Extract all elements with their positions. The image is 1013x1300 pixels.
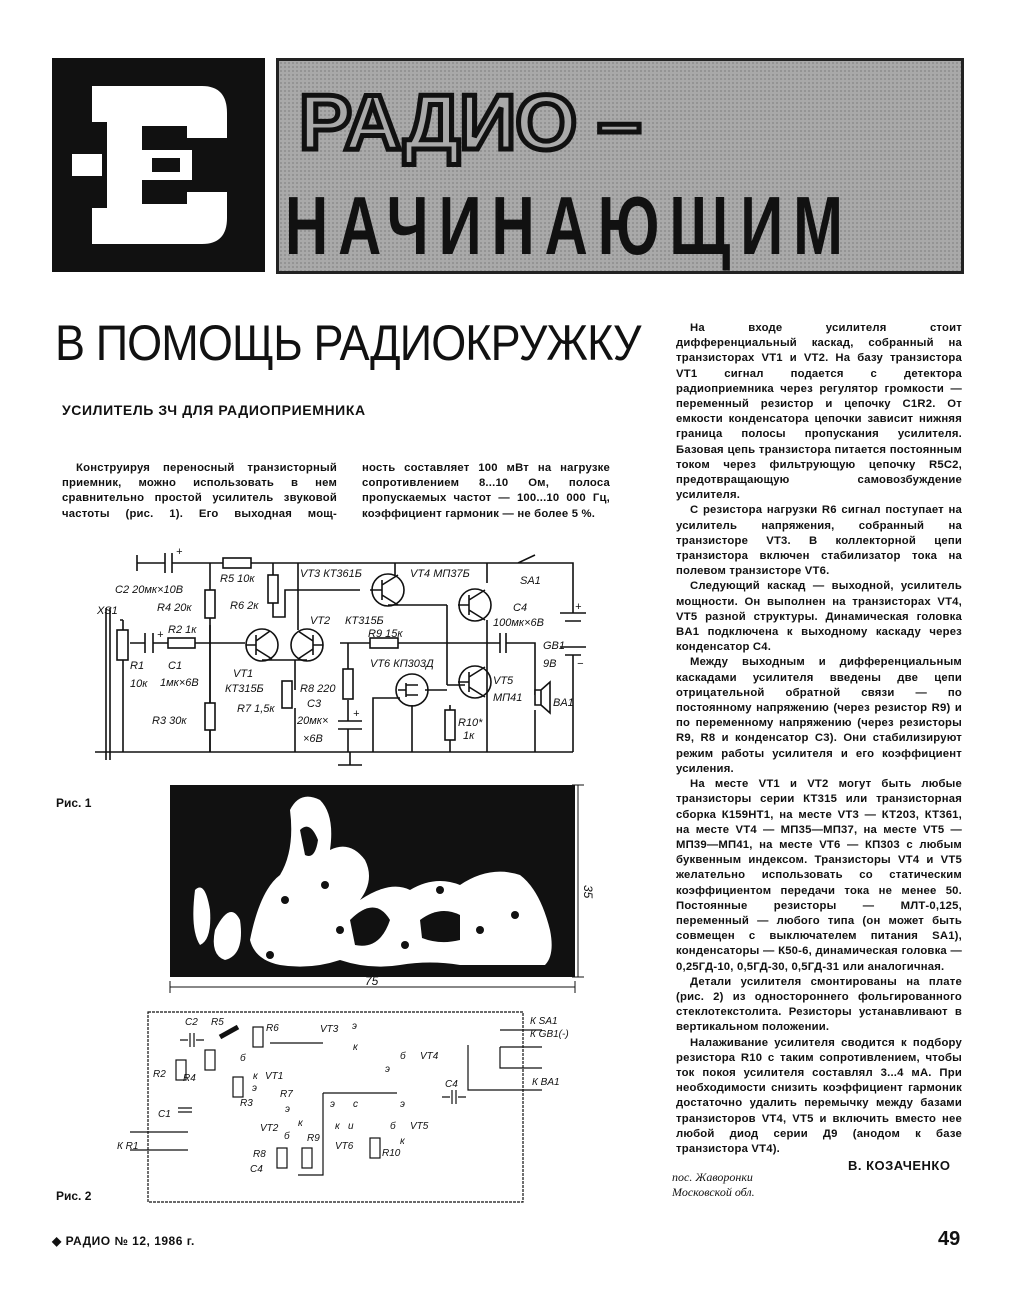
board-label: э — [400, 1099, 405, 1110]
label: VT1 — [233, 668, 254, 680]
intro-text-2: ность составляет 100 мВт на нагрузке сопротивлением 8...10 Ом, полоса пропускаемых частот — 100...10 000 Гц, коэффициент гармоник — не более 5 %. — [362, 462, 610, 520]
board-label: C4 — [445, 1079, 458, 1090]
board-label: R8 — [253, 1149, 266, 1160]
board-label: C1 — [158, 1109, 171, 1120]
board-wires — [130, 1027, 542, 1175]
board-label: C2 — [185, 1017, 198, 1028]
board-label: К SA1 — [530, 1016, 558, 1027]
board-layout — [80, 1005, 640, 1205]
label: XS1 — [97, 605, 118, 617]
label: МП41 — [493, 692, 523, 704]
label: R7 1,5к — [237, 703, 275, 715]
board-label: VT1 — [265, 1071, 284, 1082]
board-label: э — [330, 1099, 335, 1110]
label: R3 30к — [152, 715, 187, 727]
figure-2-caption: Рис. 2 — [56, 1189, 92, 1203]
polarity-mark: + — [157, 629, 164, 641]
label: R10* — [458, 717, 483, 729]
label: 10к — [130, 678, 148, 690]
board-label: э — [352, 1021, 357, 1032]
paragraph: С резистора нагрузки R6 сигнал поступает на усилитель напряжения, собранный на транзисторе VT3. В коллекторной цепи транзистора включен стабилизатор тока на полевом транзисторе VT6. — [676, 504, 962, 578]
board-label: б — [390, 1121, 396, 1132]
board-label: э — [285, 1104, 290, 1115]
pcb-dimension-width: 75 — [365, 974, 379, 988]
board-label: R4 — [183, 1073, 196, 1084]
board-label: к — [253, 1071, 258, 1082]
label: КТ315Б — [225, 683, 264, 695]
board-label: VT5 — [410, 1121, 429, 1132]
label: C1 — [168, 660, 183, 672]
board-label: VT4 — [420, 1051, 439, 1062]
board-label: R6 — [266, 1023, 279, 1034]
label: 9В — [543, 658, 557, 670]
intro-text-1: Конструируя переносный транзисторный приемник, можно использовать в нем сравнительно простой усилитель звуковой частоты (рис. 1). Его выходная мощ- — [62, 462, 337, 520]
rubric-logo — [52, 58, 265, 272]
board-label: VT6 — [335, 1141, 354, 1152]
author-location — [672, 1170, 755, 1200]
circuit-schematic — [80, 545, 640, 775]
board-label: R10 — [382, 1148, 401, 1159]
rubric-title-line1: РАДИО – — [299, 78, 641, 166]
paragraph: Между выходным и дифференциальным каскадами усилителя введены две цепи отрицательной обратной связи — по постоянному напряжению (через резистор R9) и по переменному напряжению (через резисторы R9, R8 и конденсатор C3). Они стабилизируют режим работы усилителя и его коэффициент усиления. — [676, 656, 962, 775]
board-label: R9 — [307, 1133, 320, 1144]
board-label: C4 — [250, 1164, 263, 1175]
label: ×6В — [303, 733, 323, 745]
location-line-2: Московской обл. — [672, 1185, 755, 1199]
rubric-title-box — [276, 58, 964, 274]
location-line-1: пос. Жаворонки — [672, 1170, 753, 1184]
board-label: к — [353, 1042, 358, 1053]
label: R2 1к — [168, 624, 197, 636]
board-outline — [148, 1012, 523, 1202]
board-label: R2 — [153, 1069, 166, 1080]
board-label: К BA1 — [532, 1077, 560, 1088]
label: SA1 — [520, 575, 541, 587]
label: GB1 — [543, 640, 566, 652]
polarity-mark: − — [577, 658, 584, 670]
board-label: R3 — [240, 1098, 253, 1109]
intro-column-2 — [362, 461, 610, 522]
board-label: б — [240, 1053, 246, 1064]
board-label: с — [353, 1099, 358, 1110]
label: R4 20к — [157, 602, 192, 614]
label: VT6 КП303Д — [370, 658, 434, 670]
label: 20мк× — [297, 715, 329, 727]
paragraph: На месте VT1 и VT2 могут быть любые транзисторы серии КТ315 или транзисторная сборка К159НТ1, на месте VT3 — КТ203, КТ361, на месте VT4 — МП35—МП37, на месте VT5 — МП39—МП41, на месте VT6 — КП303 с любым буквенным индексом. Транзисторы VT4 и VT5 желательно использовать со статическим коэффициентом передачи тока не менее 50. Постоянные резисторы — МЛТ-0,125, переменный — любого типа (он может быть совмещен с выключателем питания SA1), конденсаторы — К50-6, динамическая головка — 0,25ГД-10, 0,5ГД-30, 0,5ГД-31 или аналогичная. — [676, 778, 962, 973]
pcb-artwork — [160, 780, 600, 995]
label: R5 10к — [220, 573, 255, 585]
board-label: э — [252, 1083, 257, 1094]
paragraph: На входе усилителя стоит дифференциальный каскад, собранный на транзисторах VT1 и VT2. На базу транзистора VT1 сигнал подается с детектора радиоприемника через регулятор громкости — переменный резистор и цепочку C1R2. От емкости конденсатора цепочки зависит нижняя граница полосы пропускания усилителя. Базовая цепь транзистора питается постоянным током через фильтрующую цепочку R5C2, предотвращающую самовозбуждение усилителя. — [676, 322, 962, 502]
label: BA1 — [553, 697, 574, 709]
board-label: к — [298, 1118, 303, 1129]
label: R1 — [130, 660, 145, 672]
label: C3 — [307, 698, 322, 710]
board-label: к — [400, 1136, 405, 1147]
intro-column-1 — [62, 461, 337, 522]
page-number: 49 — [938, 1228, 961, 1250]
label: R9 15к — [368, 628, 403, 640]
polarity-mark: + — [176, 546, 183, 558]
board-label: и — [348, 1121, 354, 1132]
article-right-column — [676, 321, 962, 1157]
label: VT2 — [310, 615, 331, 627]
board-label: R7 — [280, 1089, 293, 1100]
label: 100мк×6В — [493, 617, 544, 629]
paragraph: Детали усилителя смонтированы на плате (рис. 2) из одностороннего фольгированного стеклотекстолита. Резисторы устанавливают в вертикальном положении. — [676, 975, 962, 1034]
label: C2 20мк×10В — [115, 584, 184, 596]
board-label: VT2 — [260, 1123, 279, 1134]
pcb-dimension-height: 35 — [581, 885, 595, 899]
paragraph: Следующий каскад — выходной, усилитель мощности. Он выполнен на транзисторах VT4, VT5 разной структуры. Динамическая головка BA1 подключена к выходному каскаду через конденсатор C4. — [676, 580, 962, 654]
label: VT3 КТ361Б — [300, 568, 362, 580]
label: R6 2к — [230, 600, 259, 612]
figure-1-caption: Рис. 1 — [56, 796, 92, 810]
paragraph: Налаживание усилителя сводится к подбору резистора R10 с таким сопротивлением, чтобы ток покоя усилителя составлял 3...4 мА. При необходимости снизить коэффициент гармоник достаточно удалить перемычку между базами транзисторов VT4, VT5 и включить вместо нее любой диод серии Д9 (анодом к базе транзистора VT4). — [676, 1036, 962, 1155]
board-label: к — [335, 1121, 340, 1132]
label: КТ315Б — [345, 615, 384, 627]
label: VT4 МП37Б — [410, 568, 470, 580]
author-name: В. КОЗАЧЕНКО — [848, 1158, 951, 1173]
label: 1мк×6В — [160, 677, 199, 689]
rubric-title-line2: НАЧИНАЮЩИМ — [285, 180, 853, 273]
board-label: э — [385, 1064, 390, 1075]
board-label: К R1 — [117, 1141, 139, 1152]
board-label: б — [400, 1051, 406, 1062]
board-label: б — [284, 1131, 290, 1142]
article-title: В ПОМОЩЬ РАДИОКРУЖКУ — [55, 315, 641, 371]
polarity-mark: + — [353, 708, 360, 720]
label: C4 — [513, 602, 528, 614]
board-label: VT3 — [320, 1024, 339, 1035]
magazine-issue: ◆ РАДИО № 12, 1986 г. — [52, 1234, 195, 1248]
label: 1к — [463, 730, 475, 742]
board-label: R5 — [211, 1017, 224, 1028]
board-label: К GB1(-) — [530, 1029, 569, 1040]
label: VT5 — [493, 675, 514, 687]
article-subtitle: УСИЛИТЕЛЬ ЗЧ ДЛЯ РАДИОПРИЕМНИКА — [62, 402, 366, 418]
polarity-mark: + — [575, 601, 582, 613]
label: R8 220 — [300, 683, 336, 695]
logo-emblem-icon — [52, 58, 265, 272]
